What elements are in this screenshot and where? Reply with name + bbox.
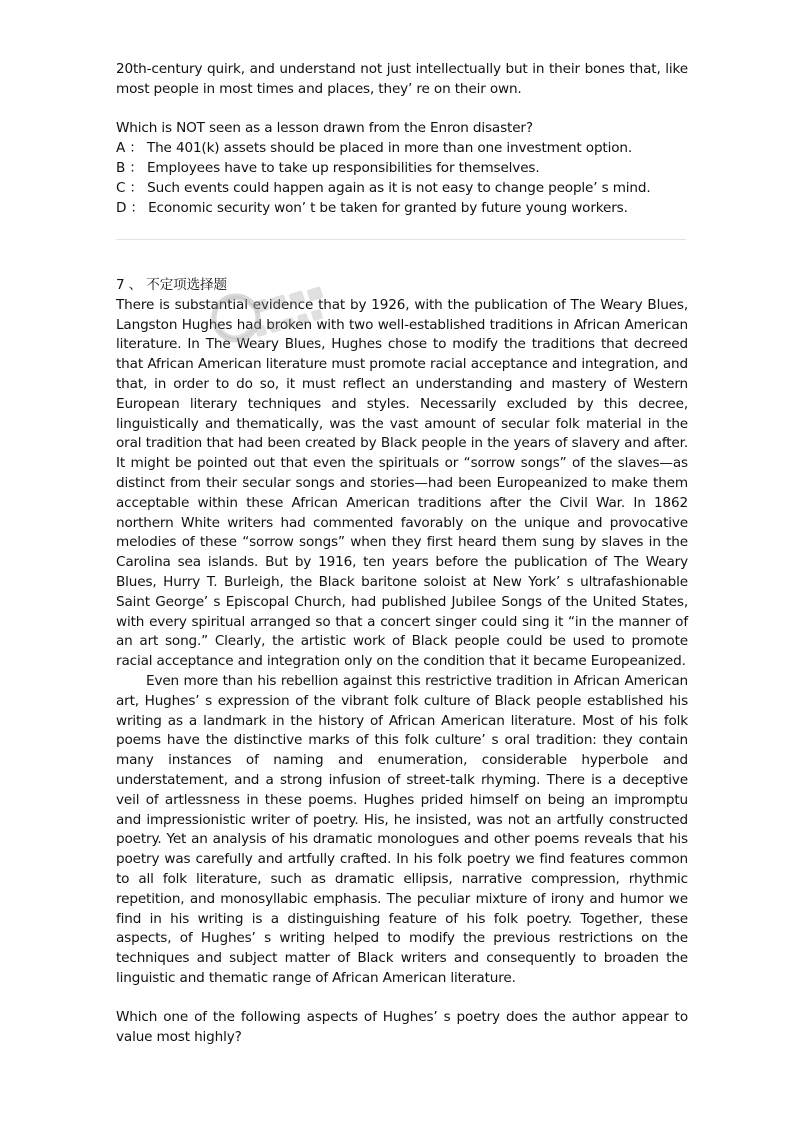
option-d-text: Economic security won’ t be taken for granted by future young workers. — [143, 199, 628, 216]
passage-paragraph-1: There is substantial evidence that by 1926, with the publication of The Weary Blues, Langston Hughes had broken with two well-established traditions in African American literature. In The Weary Blues, Hughes chose to modify the traditions that decreed that African American literature must promote racial acceptance and integration, and that, in order to do so, it must reflect an understanding and mastery of Western European literary techniques and styles. Necessarily excluded by this decree, linguistically and thematically, was the vast amount of secular folk material in the oral tradition that had been created by Black people in the years of slavery and after. It might be pointed out that even the spirituals or “sorrow songs” of the slaves—as distinct from their secular songs and stories—had been Europeanized to make them acceptable within these African American traditions after the Civil War. In 1862 northern White writers had commented favorably on the unique and provocative melodies of these “sorrow songs” when they first heard them sung by slaves in the Carolina sea islands. But by 1916, ten years before the publication of The Weary Blues, Hurry T. Burleigh, the Black baritone soloist at New York’ s ultrafashionable Saint George’ s Episcopal Church, had published Jubilee Songs of the United States, with every spiritual arranged so that a concert singer could sing it “in the manner of an art song.” Clearly, the artistic work of Black people could be used to promote racial acceptance and integration only on the condition that it became Europeanized. — [116, 296, 688, 670]
option-c-text: Such events could happen again as it is not easy to change people’ s mind. — [142, 179, 651, 196]
option-a-text: The 401(k) assets should be placed in more than one investment option. — [142, 140, 633, 157]
option-c-key: C ： — [116, 179, 143, 196]
question-7-header: 7 、 不定项选择题 — [116, 277, 227, 293]
option-a[interactable] — [116, 139, 688, 159]
option-b-key: B ： — [116, 159, 143, 176]
question-divider — [116, 239, 686, 240]
question-7-section — [116, 276, 688, 1048]
option-b[interactable] — [116, 159, 688, 179]
option-c[interactable] — [116, 179, 688, 199]
question-7-prompt: Which one of the following aspects of Hughes’ s poetry does the author appear to value most highly? — [116, 1009, 688, 1046]
option-a-key: A ： — [116, 140, 143, 157]
question-6-section — [116, 60, 688, 218]
question-6-prompt: Which is NOT seen as a lesson drawn from the Enron disaster? — [116, 120, 533, 137]
spacer — [116, 100, 688, 120]
option-b-text: Employees have to take up responsibilities for themselves. — [142, 159, 540, 176]
option-d-key: D ： — [116, 199, 144, 216]
spacer — [116, 989, 688, 1009]
intro-paragraph: 20th-century quirk, and understand not just intellectually but in their bones that, like most people in most times and places, they’ re on their own. — [116, 61, 688, 97]
question-6-options — [116, 139, 688, 218]
passage-paragraph-2: Even more than his rebellion against this restrictive tradition in African American art, Hughes’ s expression of the vibrant folk culture of Black people established his writing as a landmark in the history of African American literature. Most of his folk poems have the distinctive marks of this folk culture’ s oral tradition: they contain many instances of naming and enumeration, considerable hyperbole and understatement, and a strong infusion of street-talk rhyming. There is a deceptive veil of artlessness in these poems. Hughes prided himself on being an impromptu and impressionistic writer of poetry. His, he insisted, was not an artfully constructed poetry. Yet an analysis of his dramatic monologues and other poems reveals that his poetry was carefully and artfully crafted. In his folk poetry we find features common to all folk literature, such as dramatic ellipsis, narrative compression, rhythmic repetition, and monosyllabic emphasis. The peculiar mixture of irony and humor we find in his writing is a distinguishing feature of his folk poetry. Together, these aspects, of Hughes’ s writing helped to modify the previous restrictions on the techniques and subject matter of Black writers and consequently to broaden the linguistic and thematic range of African American literature. — [116, 672, 688, 986]
option-d[interactable] — [116, 199, 688, 219]
